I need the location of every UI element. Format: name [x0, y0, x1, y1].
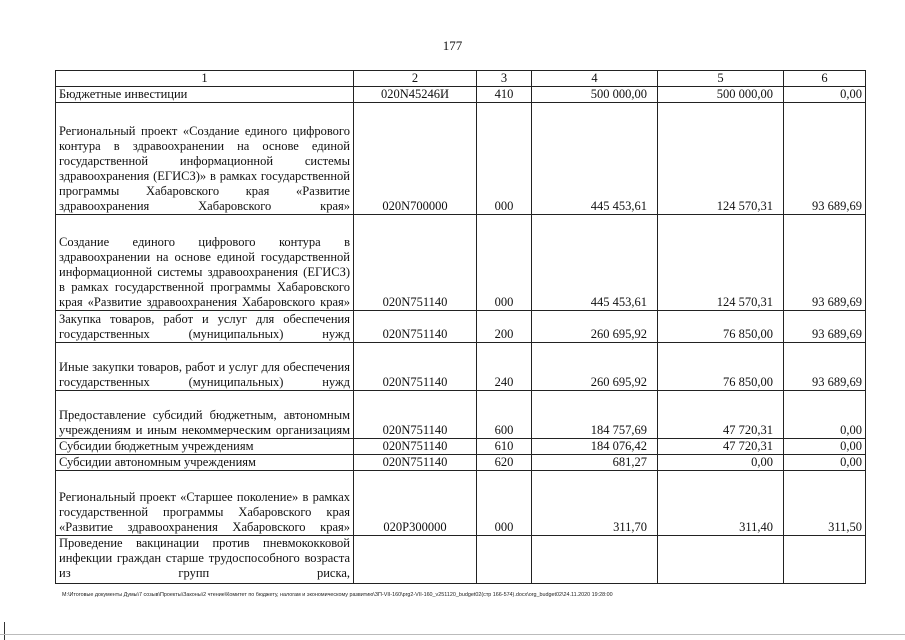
column-header-5: 5: [658, 71, 784, 87]
row-value-2: 500 000,00: [658, 87, 784, 103]
row-value-3: 93 689,69: [784, 215, 866, 311]
row-value-1: 681,27: [532, 455, 658, 471]
row-value-1: 260 695,92: [532, 311, 658, 343]
row-code: [354, 536, 477, 584]
row-code: 020P300000: [354, 471, 477, 536]
row-value-1: 184 757,69: [532, 391, 658, 439]
row-expense-type: 240: [477, 343, 532, 391]
row-value-2: 124 570,31: [658, 215, 784, 311]
row-value-2: 47 720,31: [658, 439, 784, 455]
row-value-3: 0,00: [784, 87, 866, 103]
row-value-2: 76 850,00: [658, 343, 784, 391]
table-header-row: [56, 71, 866, 87]
row-value-3: 0,00: [784, 455, 866, 471]
row-name: Проведение вакцинации против пневмококковой инфекции граждан старше трудоспособного возраста из групп риска,: [56, 536, 354, 584]
row-code: 020N45246И: [354, 87, 477, 103]
page-bottom-rule: [0, 634, 905, 635]
footer-file-path: M:\Итоговые документы Думы\7 созыв\Проекты\Законы\2 чтение\Комитет по бюджету, налогам и экономическому развитию\ЗП-VII-160\prg2-VII-160_v251120_budget02(стр 166-574).docx\org_budget02\24.11.2020 19:28:00: [62, 592, 613, 598]
table-row: [56, 103, 866, 215]
table-row: [56, 87, 866, 103]
row-value-3: 93 689,69: [784, 103, 866, 215]
row-expense-type: 000: [477, 215, 532, 311]
row-name: Бюджетные инвестиции: [56, 87, 354, 103]
row-value-1: 445 453,61: [532, 215, 658, 311]
row-name: Региональный проект «Старшее поколение» в рамках государственной программы Хабаровского края «Развитие здравоохранения Хабаровского края»: [56, 471, 354, 536]
row-value-2: 311,40: [658, 471, 784, 536]
row-value-1: 445 453,61: [532, 103, 658, 215]
row-value-1: 311,70: [532, 471, 658, 536]
row-value-3: 93 689,69: [784, 343, 866, 391]
row-value-3: 93 689,69: [784, 311, 866, 343]
row-value-1: 184 076,42: [532, 439, 658, 455]
table-row: [56, 391, 866, 439]
table-row: [56, 455, 866, 471]
row-code: 020N700000: [354, 103, 477, 215]
row-value-3: 0,00: [784, 391, 866, 439]
row-expense-type: 600: [477, 391, 532, 439]
column-header-1: 1: [56, 71, 354, 87]
row-expense-type: 000: [477, 103, 532, 215]
row-code: 020N751140: [354, 343, 477, 391]
page-edge-mark: [4, 622, 5, 640]
row-code: 020N751140: [354, 391, 477, 439]
row-expense-type: 620: [477, 455, 532, 471]
table-row: [56, 471, 866, 536]
row-expense-type: [477, 536, 532, 584]
budget-table: [55, 70, 866, 584]
row-value-3: 311,50: [784, 471, 866, 536]
row-name: Предоставление субсидий бюджетным, автономным учреждениям и иным некоммерческим организациям: [56, 391, 354, 439]
table-row: [56, 439, 866, 455]
row-value-2: [658, 536, 784, 584]
row-name: Субсидии автономным учреждениям: [56, 455, 354, 471]
row-value-1: 260 695,92: [532, 343, 658, 391]
table-row: [56, 311, 866, 343]
table-row: [56, 215, 866, 311]
row-value-3: 0,00: [784, 439, 866, 455]
row-value-3: [784, 536, 866, 584]
row-value-2: 124 570,31: [658, 103, 784, 215]
row-name: Иные закупки товаров, работ и услуг для обеспечения государственных (муниципальных) нужд: [56, 343, 354, 391]
row-name: Закупка товаров, работ и услуг для обеспечения государственных (муниципальных) нужд: [56, 311, 354, 343]
row-value-2: 0,00: [658, 455, 784, 471]
column-header-3: 3: [477, 71, 532, 87]
row-code: 020N751140: [354, 439, 477, 455]
row-expense-type: 200: [477, 311, 532, 343]
page-number: 177: [442, 38, 463, 53]
column-header-2: 2: [354, 71, 477, 87]
row-value-2: 76 850,00: [658, 311, 784, 343]
row-expense-type: 410: [477, 87, 532, 103]
row-value-2: 47 720,31: [658, 391, 784, 439]
row-value-1: [532, 536, 658, 584]
table-row: [56, 536, 866, 584]
column-header-6: 6: [784, 71, 866, 87]
row-name: Региональный проект «Создание единого цифрового контура в здравоохранении на основе единой государственной информационной системы здравоохранения (ЕГИСЗ)» в рамках государственной программы Хабаровского края «Развитие здравоохранения Хабаровского края»: [56, 103, 354, 215]
row-expense-type: 000: [477, 471, 532, 536]
row-value-1: 500 000,00: [532, 87, 658, 103]
row-code: 020N751140: [354, 455, 477, 471]
row-code: 020N751140: [354, 215, 477, 311]
column-header-4: 4: [532, 71, 658, 87]
row-name: Создание единого цифрового контура в здравоохранении на основе единой государственной информационной системы здравоохранения (ЕГИСЗ) в рамках государственной программы Хабаровского края «Развитие здравоохранения Хабаровского края»: [56, 215, 354, 311]
row-code: 020N751140: [354, 311, 477, 343]
row-expense-type: 610: [477, 439, 532, 455]
row-name: Субсидии бюджетным учреждениям: [56, 439, 354, 455]
table-row: [56, 343, 866, 391]
